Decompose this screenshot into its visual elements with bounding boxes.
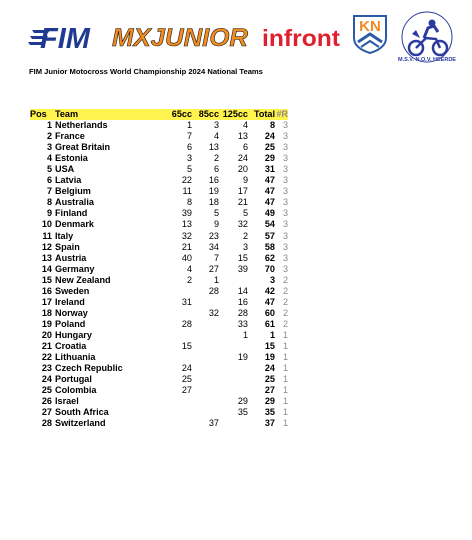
table-row (30, 219, 288, 230)
cell-total: 47 (264, 197, 275, 208)
cell-pos: 21 (41, 340, 52, 351)
cell-team: South Africa (55, 407, 109, 418)
cell-65cc (168, 308, 192, 319)
cell-125cc (219, 275, 248, 286)
cell-125cc: 35 (237, 407, 248, 418)
cell-pos: 19 (41, 318, 52, 329)
mxjunior-logo (112, 24, 248, 50)
cell-total: 47 (264, 175, 275, 186)
cell-total: 58 (264, 241, 275, 252)
cell-total: 60 (264, 307, 275, 318)
header-pos: Pos (30, 109, 55, 120)
cell-rounds: 3 (282, 241, 288, 252)
cell-125cc: 16 (237, 296, 248, 307)
cell-team: France (55, 131, 85, 142)
cell-rounds: 3 (282, 175, 288, 186)
cell-total: 29 (264, 396, 275, 407)
cell-team: Spain (55, 241, 80, 252)
cell-rounds: 1 (282, 374, 288, 385)
table-row (30, 341, 288, 352)
cell-125cc: 1 (242, 329, 248, 340)
cell-85cc: 28 (208, 285, 219, 296)
cell-65cc (168, 418, 192, 429)
cell-125cc: 39 (237, 263, 248, 274)
cell-pos: 18 (41, 307, 52, 318)
cell-rounds: 1 (282, 385, 288, 396)
cell-rounds: 3 (282, 208, 288, 219)
cell-65cc: 24 (181, 363, 192, 374)
table-row (30, 131, 288, 142)
cell-pos: 26 (41, 396, 52, 407)
cell-total: 37 (264, 418, 275, 429)
cell-125cc: 2 (242, 230, 248, 241)
cell-65cc: 32 (181, 230, 192, 241)
cell-rounds: 1 (282, 418, 288, 429)
cell-125cc: 19 (237, 352, 248, 363)
table-row (30, 164, 288, 175)
table-row (30, 175, 288, 186)
cell-rounds: 3 (282, 153, 288, 164)
cell-team: Finland (55, 208, 88, 219)
cell-team: USA (55, 164, 75, 175)
cell-65cc: 40 (181, 252, 192, 263)
cell-65cc: 31 (181, 296, 192, 307)
cell-total: 25 (264, 374, 275, 385)
kn-logo (352, 14, 388, 54)
cell-65cc: 39 (181, 208, 192, 219)
table-row (30, 418, 288, 429)
cell-85cc: 7 (213, 252, 219, 263)
cell-team: Belgium (55, 186, 91, 197)
cell-65cc: 22 (181, 175, 192, 186)
cell-rounds: 3 (282, 197, 288, 208)
cell-rounds: 3 (282, 142, 288, 153)
table-row (30, 363, 288, 374)
cell-85cc: 5 (213, 208, 219, 219)
fim-logo-text: FIM (40, 23, 90, 52)
table-row (30, 264, 288, 275)
infront-logo-text: infront (262, 25, 340, 51)
header-125cc: 125cc (219, 109, 248, 120)
cell-total: 29 (264, 153, 275, 164)
cell-team: Portugal (55, 374, 92, 385)
cell-team: Croatia (55, 340, 87, 351)
cell-rounds: 3 (282, 219, 288, 230)
cell-pos: 16 (41, 285, 52, 296)
cell-65cc: 4 (186, 263, 192, 274)
cell-65cc: 6 (186, 142, 192, 153)
cell-team: Germany (55, 263, 95, 274)
cell-65cc: 11 (182, 186, 192, 197)
cell-85cc: 1 (213, 274, 219, 285)
cell-85cc: 13 (208, 142, 219, 153)
cell-85cc (192, 374, 219, 385)
cell-team: Latvia (55, 175, 82, 186)
cell-65cc (168, 396, 192, 407)
cell-rounds: 1 (282, 340, 288, 351)
table-row (30, 286, 288, 297)
cell-total: 25 (264, 142, 275, 153)
sponsor-logos (0, 0, 472, 64)
cell-125cc: 9 (242, 175, 248, 186)
cell-85cc: 6 (213, 164, 219, 175)
cell-65cc (168, 352, 192, 363)
header-85cc: 85cc (192, 109, 219, 120)
cell-85cc: 18 (208, 197, 219, 208)
table-row (30, 242, 288, 253)
table-row (30, 186, 288, 197)
cell-total: 57 (264, 230, 275, 241)
cell-rounds: 2 (282, 274, 288, 285)
cell-85cc (192, 385, 219, 396)
cell-85cc: 32 (208, 307, 219, 318)
cell-rounds: 3 (282, 131, 288, 142)
cell-pos: 11 (42, 230, 52, 241)
cell-team: Israel (55, 396, 79, 407)
cell-team: Estonia (55, 153, 88, 164)
cell-pos: 27 (41, 407, 52, 418)
cell-team: Poland (55, 318, 86, 329)
cell-total: 19 (264, 352, 275, 363)
cell-pos: 9 (46, 208, 52, 219)
cell-125cc: 29 (237, 396, 248, 407)
cell-pos: 24 (41, 374, 52, 385)
cell-65cc: 7 (186, 131, 192, 142)
cell-125cc: 21 (237, 197, 248, 208)
cell-total: 15 (264, 340, 275, 351)
header-rounds: #R (276, 109, 288, 119)
header-65cc: 65cc (168, 109, 192, 120)
cell-65cc: 28 (181, 318, 192, 329)
cell-125cc: 24 (237, 153, 248, 164)
table-header-row (30, 109, 288, 120)
cell-85cc: 27 (208, 263, 219, 274)
cell-team: Great Britain (55, 142, 111, 153)
cell-team: Lithuania (55, 352, 96, 363)
msv-logo-text: M.S.V. N.O.V. HEERDE (398, 57, 456, 63)
cell-pos: 20 (41, 329, 52, 340)
cell-85cc (192, 396, 219, 407)
cell-team: New Zealand (55, 274, 111, 285)
cell-125cc: 5 (242, 208, 248, 219)
cell-rounds: 1 (282, 363, 288, 374)
cell-rounds: 2 (282, 296, 288, 307)
cell-85cc (192, 341, 219, 352)
table-row (30, 208, 288, 219)
cell-team: Norway (55, 307, 88, 318)
table-row (30, 142, 288, 153)
cell-85cc: 37 (208, 418, 219, 429)
cell-rounds: 2 (282, 285, 288, 296)
cell-65cc: 25 (181, 374, 192, 385)
cell-85cc: 2 (213, 153, 219, 164)
table-row (30, 231, 288, 242)
cell-65cc (168, 407, 192, 418)
cell-team: Colombia (55, 385, 97, 396)
cell-65cc: 8 (186, 197, 192, 208)
cell-rounds: 1 (282, 352, 288, 363)
cell-total: 49 (264, 208, 275, 219)
cell-85cc: 23 (208, 230, 219, 241)
cell-125cc: 14 (237, 285, 248, 296)
cell-125cc: 33 (237, 318, 248, 329)
cell-125cc (219, 418, 248, 429)
mxjunior-logo-text: MXJUNIOR (112, 24, 248, 50)
cell-team: Ireland (55, 296, 85, 307)
cell-team: Switzerland (55, 418, 106, 429)
cell-pos: 22 (41, 352, 52, 363)
cell-85cc: 4 (213, 131, 219, 142)
cell-125cc: 3 (242, 241, 248, 252)
cell-rounds: 1 (282, 329, 288, 340)
header-total: Total (248, 109, 275, 120)
cell-rounds: 3 (282, 230, 288, 241)
table-row (30, 297, 288, 308)
cell-pos: 17 (41, 296, 52, 307)
cell-total: 61 (264, 318, 275, 329)
cell-total: 42 (264, 285, 275, 296)
cell-total: 1 (269, 329, 275, 340)
cell-65cc: 2 (186, 274, 192, 285)
cell-65cc: 13 (181, 219, 192, 230)
table-row (30, 319, 288, 330)
cell-125cc: 32 (237, 219, 248, 230)
cell-pos: 4 (46, 153, 52, 164)
cell-team: Sweden (55, 285, 90, 296)
document-title: FIM Junior Motocross World Championship 2024 National Teams (29, 67, 263, 76)
cell-pos: 13 (41, 252, 52, 263)
cell-85cc (192, 352, 219, 363)
cell-rounds: 1 (282, 396, 288, 407)
cell-team: Denmark (55, 219, 94, 230)
cell-pos: 14 (41, 263, 52, 274)
cell-team: Hungary (55, 329, 92, 340)
cell-65cc: 5 (186, 164, 192, 175)
cell-pos: 8 (46, 197, 52, 208)
cell-rounds: 3 (282, 186, 288, 197)
cell-125cc: 28 (237, 307, 248, 318)
cell-pos: 2 (46, 131, 52, 142)
cell-pos: 12 (41, 241, 52, 252)
table-row (30, 374, 288, 385)
cell-team: Australia (55, 197, 94, 208)
cell-125cc: 4 (242, 120, 248, 131)
cell-total: 54 (264, 219, 275, 230)
cell-85cc (192, 407, 219, 418)
cell-125cc: 6 (242, 142, 248, 153)
table-row (30, 396, 288, 407)
cell-total: 3 (269, 274, 275, 285)
cell-pos: 25 (41, 385, 52, 396)
cell-rounds: 3 (282, 252, 288, 263)
cell-85cc: 3 (213, 120, 219, 131)
cell-65cc: 15 (181, 340, 192, 351)
cell-rounds: 3 (282, 164, 288, 175)
cell-total: 35 (264, 407, 275, 418)
cell-rounds: 1 (282, 407, 288, 418)
cell-pos: 5 (46, 164, 52, 175)
cell-total: 27 (264, 385, 275, 396)
cell-65cc: 21 (181, 241, 192, 252)
cell-team: Austria (55, 252, 87, 263)
cell-pos: 10 (41, 219, 52, 230)
cell-125cc (219, 363, 248, 374)
cell-total: 24 (264, 131, 275, 142)
cell-team: Italy (55, 230, 74, 241)
table-row (30, 275, 288, 286)
cell-125cc (219, 385, 248, 396)
kn-logo-text: KN (359, 18, 381, 35)
cell-rounds: 2 (282, 318, 288, 329)
cell-85cc (192, 297, 219, 308)
cell-pos: 3 (46, 142, 52, 153)
cell-85cc: 19 (208, 186, 219, 197)
cell-125cc: 17 (237, 186, 248, 197)
cell-pos: 7 (46, 186, 52, 197)
infront-logo (262, 24, 340, 52)
cell-pos: 1 (46, 120, 52, 131)
cell-pos: 6 (46, 175, 52, 186)
header-team: Team (55, 109, 168, 120)
cell-total: 47 (264, 296, 275, 307)
cell-125cc: 13 (237, 131, 248, 142)
fim-logo (28, 18, 98, 52)
table-row (30, 352, 288, 363)
cell-total: 62 (264, 252, 275, 263)
table-row (30, 330, 288, 341)
cell-total: 24 (264, 363, 275, 374)
table-row (30, 407, 288, 418)
cell-125cc: 20 (237, 164, 248, 175)
cell-pos: 23 (41, 363, 52, 374)
cell-total: 31 (264, 164, 275, 175)
cell-125cc (219, 374, 248, 385)
cell-total: 47 (264, 186, 275, 197)
table-row (30, 120, 288, 131)
cell-85cc: 9 (213, 219, 219, 230)
table-row (30, 308, 288, 319)
cell-85cc (192, 363, 219, 374)
cell-85cc (192, 319, 219, 330)
cell-65cc: 27 (181, 385, 192, 396)
cell-65cc: 1 (186, 120, 192, 131)
table-row (30, 253, 288, 264)
cell-team: Czech Republic (55, 363, 123, 374)
results-body (30, 120, 288, 429)
cell-65cc: 3 (186, 153, 192, 164)
cell-125cc (219, 341, 248, 352)
table-row (30, 153, 288, 164)
cell-total: 70 (264, 263, 275, 274)
cell-rounds: 2 (282, 307, 288, 318)
cell-65cc (168, 286, 192, 297)
cell-rounds: 3 (282, 263, 288, 274)
cell-pos: 15 (41, 274, 52, 285)
cell-total: 8 (269, 120, 275, 131)
msv-heerde-logo (398, 8, 456, 64)
cell-85cc (192, 330, 219, 341)
cell-pos: 28 (41, 418, 52, 429)
table-row (30, 197, 288, 208)
table-row (30, 385, 288, 396)
cell-65cc (168, 330, 192, 341)
cell-team: Netherlands (55, 120, 108, 131)
results-table (30, 109, 288, 429)
cell-125cc: 15 (237, 252, 248, 263)
cell-rounds: 3 (282, 120, 288, 131)
cell-85cc: 34 (208, 241, 219, 252)
cell-85cc: 16 (208, 175, 219, 186)
